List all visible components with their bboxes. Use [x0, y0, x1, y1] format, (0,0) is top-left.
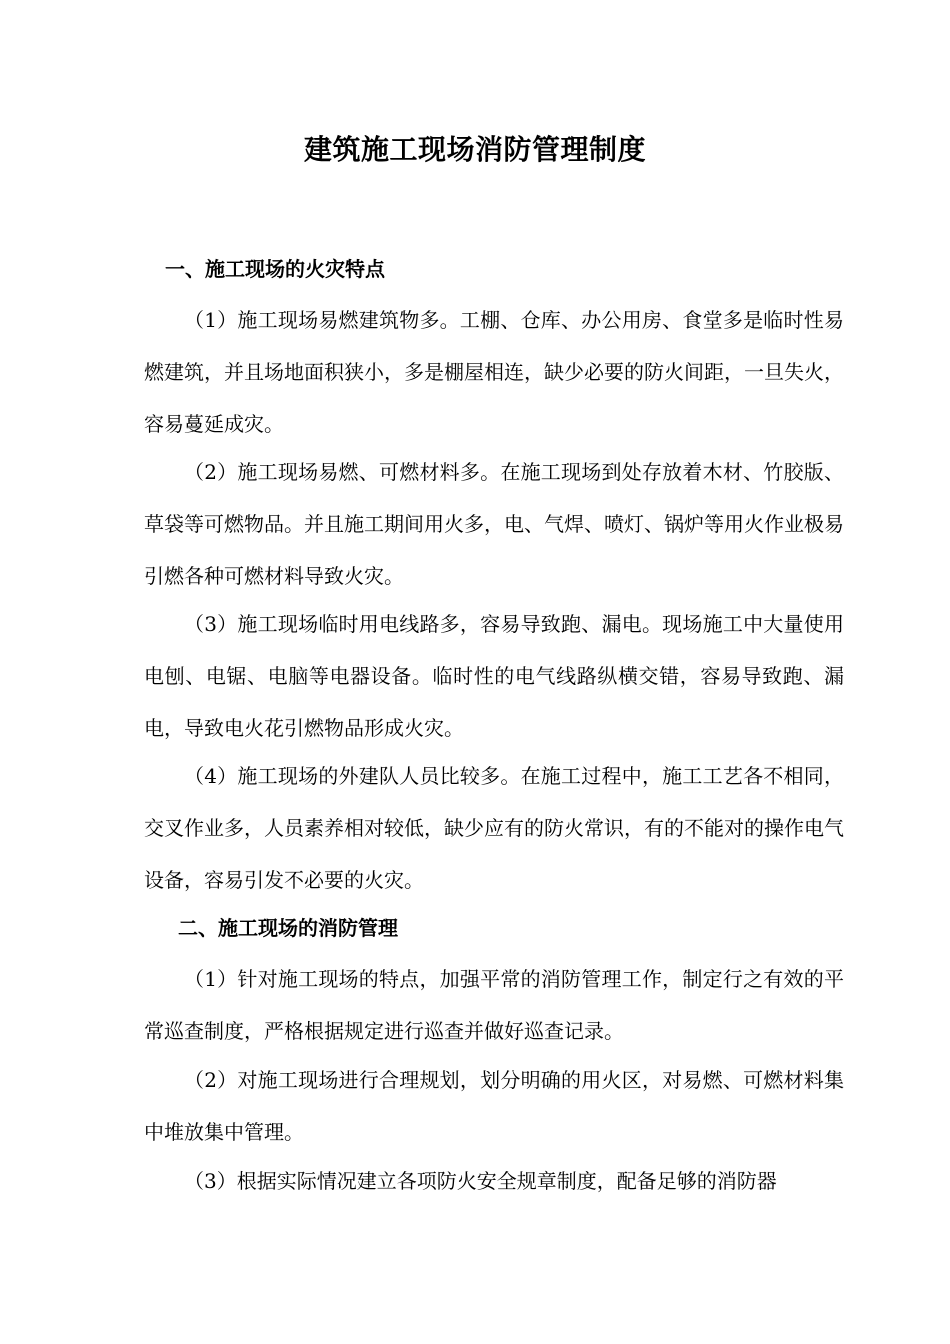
paragraph-1-2: （2）施工现场易燃、可燃材料多。在施工现场到处存放着木材、竹胶版、草袋等可燃物品。并且施工期间用火多，电、气焊、喷灯、锅炉等用火作业极易引燃各种可燃材料导致火灾。: [144, 460, 844, 588]
paragraph-1-1: （1）施工现场易燃建筑物多。工棚、仓库、办公用房、食堂多是临时性易燃建筑，并且场地面积狭小，多是棚屋相连，缺少必要的防火间距，一旦失火，容易蔓延成灾。: [144, 308, 844, 436]
paragraph-2-3: （3）根据实际情况建立各项防火安全规章制度，配备足够的消防器: [184, 1169, 777, 1193]
paragraph-1-3: （3）施工现场临时用电线路多，容易导致跑、漏电。现场施工中大量使用电刨、电锯、电脑等电器设备。临时性的电气线路纵横交错，容易导致跑、漏电，导致电火花引燃物品形成火灾。: [144, 612, 844, 740]
paragraph-2-2: （2）对施工现场进行合理规划，划分明确的用火区，对易燃、可燃材料集中堆放集中管理。: [144, 1068, 844, 1144]
paragraph-2-1: （1）针对施工现场的特点，加强平常的消防管理工作，制定行之有效的平常巡查制度，严格根据规定进行巡查并做好巡查记录。: [144, 967, 844, 1043]
document-title: 建筑施工现场消防管理制度: [303, 133, 646, 166]
section-heading-fire-management: 二、施工现场的消防管理: [178, 916, 398, 940]
section-heading-fire-characteristics: 一、施工现场的火灾特点: [165, 257, 385, 281]
paragraph-1-4: （4）施工现场的外建队人员比较多。在施工过程中，施工工艺各不相同，交叉作业多，人员素养相对较低，缺少应有的防火常识，有的不能对的操作电气设备，容易引发不必要的火灾。: [144, 764, 844, 892]
